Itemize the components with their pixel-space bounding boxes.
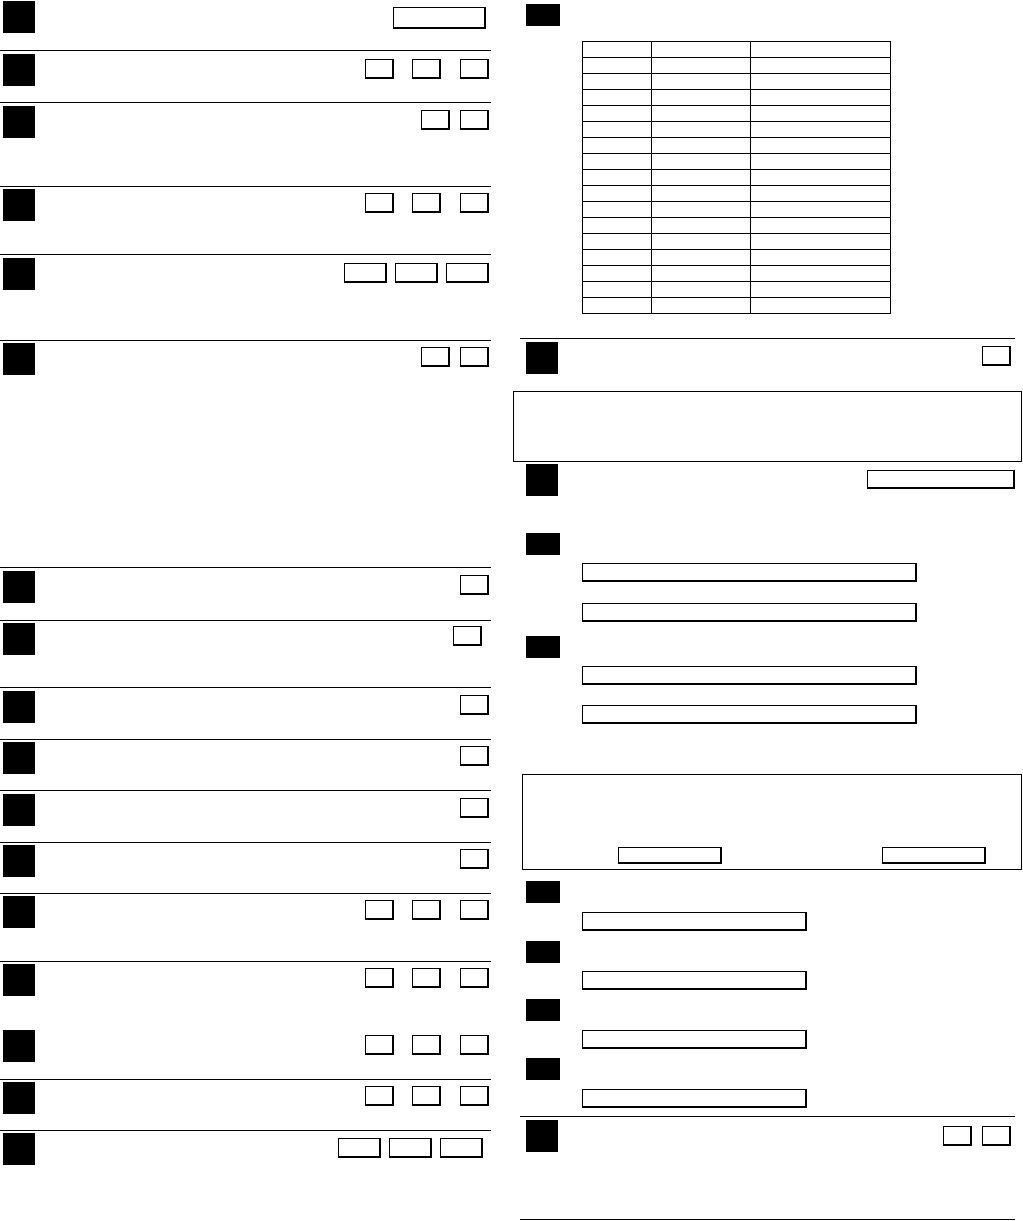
- answer-box[interactable]: [460, 746, 489, 766]
- text-input[interactable]: [582, 971, 807, 990]
- question-marker: [3, 845, 35, 877]
- divider: [0, 567, 491, 568]
- table-cell[interactable]: [652, 170, 751, 186]
- answer-box[interactable]: [365, 968, 394, 988]
- table-cell[interactable]: [751, 186, 891, 202]
- table-cell[interactable]: [583, 234, 652, 250]
- question-marker: [3, 1133, 35, 1165]
- table-cell[interactable]: [751, 90, 891, 106]
- table-row: [583, 106, 891, 122]
- answer-box[interactable]: [882, 847, 986, 864]
- table-cell[interactable]: [583, 90, 652, 106]
- table-cell[interactable]: [583, 266, 652, 282]
- answer-box[interactable]: [395, 263, 438, 283]
- text-input[interactable]: [582, 666, 917, 685]
- answer-box[interactable]: [412, 59, 441, 79]
- question-marker: [3, 343, 35, 375]
- grid-table: [582, 41, 891, 314]
- divider: [0, 961, 491, 962]
- table-cell[interactable]: [751, 298, 891, 314]
- table-row: [583, 42, 891, 58]
- divider: [0, 620, 491, 621]
- text-input[interactable]: [582, 912, 807, 931]
- answer-box[interactable]: [460, 695, 489, 715]
- table-cell[interactable]: [652, 186, 751, 202]
- inset-panel: [513, 391, 1022, 462]
- table-cell[interactable]: [751, 234, 891, 250]
- answer-box[interactable]: [943, 1126, 972, 1146]
- answer-box[interactable]: [460, 1086, 489, 1106]
- answer-box[interactable]: [460, 110, 489, 130]
- table-row: [583, 266, 891, 282]
- question-marker: [526, 4, 560, 26]
- table-row: [583, 282, 891, 298]
- table-row: [583, 186, 891, 202]
- table-cell[interactable]: [751, 58, 891, 74]
- answer-box[interactable]: [393, 7, 486, 29]
- answer-box[interactable]: [460, 900, 489, 920]
- answer-box[interactable]: [460, 798, 489, 818]
- text-input[interactable]: [582, 1089, 807, 1108]
- table-row: [583, 74, 891, 90]
- answer-box[interactable]: [344, 263, 387, 283]
- divider: [0, 790, 491, 791]
- answer-box[interactable]: [389, 1138, 432, 1158]
- text-input[interactable]: [582, 1030, 807, 1049]
- table-cell[interactable]: [652, 154, 751, 170]
- answer-box[interactable]: [412, 1086, 441, 1106]
- table-cell[interactable]: [583, 122, 652, 138]
- question-marker: [3, 742, 35, 774]
- question-marker: [3, 691, 35, 723]
- table-cell[interactable]: [652, 266, 751, 282]
- text-input[interactable]: [582, 705, 917, 724]
- divider: [0, 842, 491, 843]
- question-marker: [3, 623, 35, 655]
- table-cell[interactable]: [583, 202, 652, 218]
- table-cell[interactable]: [652, 58, 751, 74]
- text-input[interactable]: [582, 563, 917, 582]
- table-cell[interactable]: [583, 170, 652, 186]
- question-marker: [3, 1030, 35, 1062]
- table-cell[interactable]: [652, 106, 751, 122]
- table-cell[interactable]: [583, 186, 652, 202]
- table-cell[interactable]: [652, 250, 751, 266]
- table-cell[interactable]: [583, 138, 652, 154]
- table-cell[interactable]: [652, 298, 751, 314]
- divider: [0, 102, 491, 103]
- table-row: [583, 138, 891, 154]
- table-row: [583, 154, 891, 170]
- divider: [520, 1116, 1015, 1117]
- table-cell[interactable]: [583, 282, 652, 298]
- table-cell[interactable]: [751, 74, 891, 90]
- question-marker: [526, 881, 560, 903]
- table-row: [583, 58, 891, 74]
- table-cell[interactable]: [652, 74, 751, 90]
- question-marker: [526, 1120, 558, 1152]
- answer-box[interactable]: [365, 59, 394, 79]
- answer-box[interactable]: [460, 1035, 489, 1055]
- table-cell[interactable]: [583, 218, 652, 234]
- question-marker: [526, 941, 560, 963]
- answer-box[interactable]: [460, 575, 489, 595]
- question-marker: [526, 464, 558, 496]
- table-cell[interactable]: [751, 154, 891, 170]
- table-row: [583, 170, 891, 186]
- table-cell[interactable]: [652, 42, 751, 58]
- divider: [0, 687, 491, 688]
- answer-box[interactable]: [412, 1035, 441, 1055]
- divider: [0, 1079, 491, 1080]
- table-cell[interactable]: [652, 202, 751, 218]
- table-cell[interactable]: [583, 154, 652, 170]
- table-cell[interactable]: [652, 282, 751, 298]
- table-cell[interactable]: [751, 218, 891, 234]
- table-cell[interactable]: [583, 106, 652, 122]
- divider: [0, 1130, 491, 1131]
- table-row: [583, 122, 891, 138]
- question-marker: [3, 1, 35, 33]
- table-cell[interactable]: [652, 138, 751, 154]
- divider: [520, 338, 1015, 339]
- table-cell[interactable]: [652, 90, 751, 106]
- table-cell[interactable]: [652, 218, 751, 234]
- table-row: [583, 90, 891, 106]
- question-marker: [3, 258, 35, 290]
- table-cell[interactable]: [751, 170, 891, 186]
- answer-box[interactable]: [982, 346, 1011, 366]
- question-marker: [3, 964, 35, 996]
- table-cell[interactable]: [751, 266, 891, 282]
- question-marker: [3, 54, 35, 86]
- table-cell[interactable]: [583, 42, 652, 58]
- table-cell[interactable]: [583, 58, 652, 74]
- table-cell[interactable]: [583, 74, 652, 90]
- question-marker: [526, 342, 558, 374]
- question-marker: [3, 896, 35, 928]
- answer-box[interactable]: [412, 193, 441, 213]
- divider: [0, 893, 491, 894]
- divider: [0, 50, 491, 51]
- answer-box[interactable]: [440, 1138, 483, 1158]
- question-marker: [3, 189, 35, 221]
- table-cell[interactable]: [751, 202, 891, 218]
- table-cell[interactable]: [751, 138, 891, 154]
- table-row: [583, 298, 891, 314]
- answer-box[interactable]: [446, 263, 489, 283]
- question-marker: [526, 636, 560, 658]
- question-marker: [3, 106, 35, 138]
- question-marker: [3, 794, 35, 826]
- table-cell[interactable]: [583, 298, 652, 314]
- answer-box[interactable]: [453, 626, 482, 646]
- table-cell[interactable]: [751, 122, 891, 138]
- question-marker: [3, 1082, 35, 1114]
- answer-box[interactable]: [338, 1138, 381, 1158]
- table-cell[interactable]: [652, 122, 751, 138]
- table-cell[interactable]: [751, 250, 891, 266]
- answer-box[interactable]: [412, 900, 441, 920]
- answer-box[interactable]: [460, 347, 489, 367]
- table-cell[interactable]: [751, 282, 891, 298]
- question-marker: [526, 1058, 560, 1080]
- answer-box[interactable]: [421, 347, 450, 367]
- text-input[interactable]: [582, 603, 917, 622]
- answer-box[interactable]: [982, 1126, 1011, 1146]
- table-row: [583, 250, 891, 266]
- table-row: [583, 234, 891, 250]
- answer-box[interactable]: [421, 110, 450, 130]
- divider: [520, 1219, 1015, 1220]
- divider: [0, 340, 491, 341]
- answer-box[interactable]: [365, 1035, 394, 1055]
- divider: [0, 254, 491, 255]
- table-cell[interactable]: [751, 106, 891, 122]
- table-cell[interactable]: [751, 42, 891, 58]
- table-row: [583, 202, 891, 218]
- answer-box[interactable]: [460, 849, 489, 869]
- answer-box[interactable]: [365, 900, 394, 920]
- answer-box[interactable]: [365, 193, 394, 213]
- question-marker: [526, 533, 560, 555]
- answer-box[interactable]: [460, 968, 489, 988]
- question-marker: [3, 571, 35, 603]
- table-cell[interactable]: [652, 234, 751, 250]
- question-marker: [526, 999, 560, 1021]
- answer-box[interactable]: [460, 59, 489, 79]
- answer-box[interactable]: [365, 1086, 394, 1106]
- table-row: [583, 218, 891, 234]
- answer-box[interactable]: [412, 968, 441, 988]
- answer-box[interactable]: [460, 193, 489, 213]
- divider: [0, 739, 491, 740]
- answer-box[interactable]: [867, 470, 1015, 489]
- divider: [0, 186, 491, 187]
- table-cell[interactable]: [583, 250, 652, 266]
- answer-box[interactable]: [618, 847, 722, 864]
